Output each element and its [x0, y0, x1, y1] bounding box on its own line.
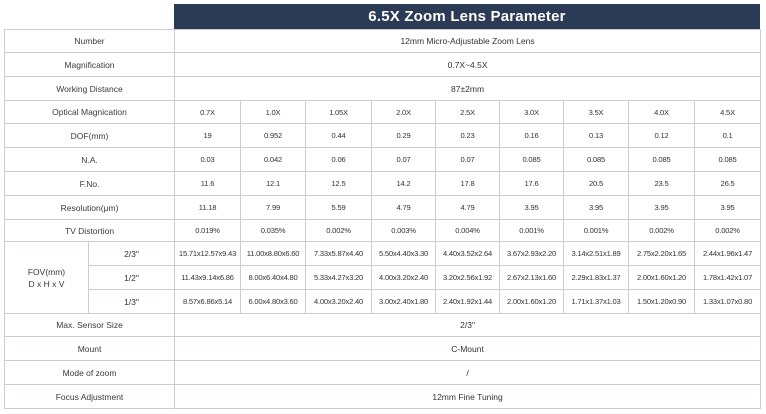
row-label: Mount	[5, 337, 175, 361]
fov-value-cell: 11.00x8.80x6.60	[241, 242, 306, 266]
fov-label-line2: D x H x V	[28, 278, 65, 289]
row-value: 12mm Micro-Adjustable Zoom Lens	[175, 30, 761, 53]
value-cell: 17.8	[436, 172, 500, 196]
row-working-distance	[5, 77, 761, 101]
fov-value-cell: 11.43x9.14x6.86	[175, 266, 241, 290]
value-cell: 0.004%	[436, 220, 500, 242]
value-cell: 2.0X	[372, 101, 436, 124]
value-cell: 0.23	[436, 124, 500, 148]
sensor-size-label: 1/3"	[89, 290, 175, 314]
row-na	[5, 148, 761, 172]
fov-value-cell: 4.00x3.20x2.40	[372, 266, 436, 290]
fov-value-cell: 2.29x1.83x1.37	[564, 266, 629, 290]
row-label: F.No.	[5, 172, 175, 196]
row-mode-of-zoom	[5, 361, 761, 385]
value-cell: 0.12	[629, 124, 695, 148]
fov-value-cell: 1.71x1.37x1.03	[564, 290, 629, 314]
row-number	[5, 30, 761, 53]
value-cell: 3.95	[629, 196, 695, 220]
value-cell: 0.07	[436, 148, 500, 172]
value-cell: 0.002%	[695, 220, 761, 242]
fov-value-cell: 2.67x2.13x1.60	[500, 266, 564, 290]
row-label: TV Distortion	[5, 220, 175, 242]
value-cell: 20.5	[564, 172, 629, 196]
row-mount	[5, 337, 761, 361]
fov-value-cell: 2.40x1.92x1.44	[436, 290, 500, 314]
row-label: Mode of zoom	[5, 361, 175, 385]
value-cell: 0.085	[695, 148, 761, 172]
value-cell: 0.7X	[175, 101, 241, 124]
value-cell: 0.07	[372, 148, 436, 172]
fov-value-cell: 3.20x2.56x1.92	[436, 266, 500, 290]
row-fov-0	[5, 242, 761, 266]
value-cell: 0.002%	[306, 220, 372, 242]
row-value: 2/3"	[175, 314, 761, 337]
value-cell: 26.5	[695, 172, 761, 196]
value-cell: 0.06	[306, 148, 372, 172]
row-label: Magnification	[5, 53, 175, 77]
value-cell: 0.085	[500, 148, 564, 172]
value-cell: 4.0X	[629, 101, 695, 124]
row-label: DOF(mm)	[5, 124, 175, 148]
value-cell: 3.95	[564, 196, 629, 220]
value-cell: 11.18	[175, 196, 241, 220]
value-cell: 0.035%	[241, 220, 306, 242]
fov-value-cell: 4.40x3.52x2.64	[436, 242, 500, 266]
value-cell: 0.085	[564, 148, 629, 172]
fov-value-cell: 2.00x1.60x1.20	[500, 290, 564, 314]
fov-value-cell: 8.57x6.86x5.14	[175, 290, 241, 314]
fov-value-cell: 8.00x6.40x4.80	[241, 266, 306, 290]
value-cell: 17.6	[500, 172, 564, 196]
value-cell: 4.5X	[695, 101, 761, 124]
row-value: /	[175, 361, 761, 385]
row-focus-adjustment	[5, 385, 761, 409]
fov-label-line1: FOV(mm)	[27, 266, 66, 277]
value-cell: 0.16	[500, 124, 564, 148]
row-label: Number	[5, 30, 175, 53]
row-dof	[5, 124, 761, 148]
row-max-sensor-size	[5, 314, 761, 337]
fov-label	[5, 242, 89, 314]
row-magnification	[5, 53, 761, 77]
row-value: 12mm Fine Tuning	[175, 385, 761, 409]
table-title: 6.5X Zoom Lens Parameter	[174, 4, 760, 29]
value-cell: 0.952	[241, 124, 306, 148]
fov-value-cell: 5.50x4.40x3.30	[372, 242, 436, 266]
row-value: 0.7X~4.5X	[175, 53, 761, 77]
value-cell: 0.44	[306, 124, 372, 148]
value-cell: 0.001%	[564, 220, 629, 242]
value-cell: 11.6	[175, 172, 241, 196]
fov-value-cell: 5.33x4.27x3.20	[306, 266, 372, 290]
value-cell: 14.2	[372, 172, 436, 196]
value-cell: 0.042	[241, 148, 306, 172]
fov-value-cell: 2.00x1.60x1.20	[629, 266, 695, 290]
value-cell: 3.0X	[500, 101, 564, 124]
value-cell: 3.5X	[564, 101, 629, 124]
fov-value-cell: 7.33x5.87x4.40	[306, 242, 372, 266]
value-cell: 5.59	[306, 196, 372, 220]
row-label: Focus Adjustment	[5, 385, 175, 409]
value-cell: 1.0X	[241, 101, 306, 124]
value-cell: 4.79	[436, 196, 500, 220]
value-cell: 19	[175, 124, 241, 148]
value-cell: 0.085	[629, 148, 695, 172]
row-label: Optical Magnication	[5, 101, 175, 124]
fov-value-cell: 2.44x1.96x1.47	[695, 242, 761, 266]
row-fov-2	[5, 290, 761, 314]
fov-value-cell: 1.78x1.42x1.07	[695, 266, 761, 290]
row-value: 87±2mm	[175, 77, 761, 101]
value-cell: 1.05X	[306, 101, 372, 124]
fov-value-cell: 4.00x3.20x2.40	[306, 290, 372, 314]
value-cell: 2.5X	[436, 101, 500, 124]
row-optical-magnification	[5, 101, 761, 124]
value-cell: 0.019%	[175, 220, 241, 242]
fov-value-cell: 3.14x2.51x1.89	[564, 242, 629, 266]
row-label: Max. Sensor Size	[5, 314, 175, 337]
row-resolution	[5, 196, 761, 220]
row-tv-distortion	[5, 220, 761, 242]
value-cell: 0.003%	[372, 220, 436, 242]
fov-value-cell: 15.71x12.57x9.43	[175, 242, 241, 266]
row-fno	[5, 172, 761, 196]
sensor-size-label: 2/3"	[89, 242, 175, 266]
value-cell: 0.002%	[629, 220, 695, 242]
fov-value-cell: 6.00x4.80x3.60	[241, 290, 306, 314]
row-label: Working Distance	[5, 77, 175, 101]
value-cell: 23.5	[629, 172, 695, 196]
value-cell: 0.29	[372, 124, 436, 148]
sensor-size-label: 1/2"	[89, 266, 175, 290]
value-cell: 7.99	[241, 196, 306, 220]
fov-value-cell: 1.50x1.20x0.90	[629, 290, 695, 314]
row-label: Resolution(μm)	[5, 196, 175, 220]
fov-value-cell: 3.00x2.40x1.80	[372, 290, 436, 314]
value-cell: 4.79	[372, 196, 436, 220]
parameter-table	[4, 29, 761, 409]
row-label: N.A.	[5, 148, 175, 172]
value-cell: 0.03	[175, 148, 241, 172]
value-cell: 0.001%	[500, 220, 564, 242]
fov-value-cell: 3.67x2.93x2.20	[500, 242, 564, 266]
value-cell: 12.5	[306, 172, 372, 196]
value-cell: 3.95	[500, 196, 564, 220]
value-cell: 0.13	[564, 124, 629, 148]
value-cell: 0.1	[695, 124, 761, 148]
fov-value-cell: 1.33x1.07x0.80	[695, 290, 761, 314]
row-value: C-Mount	[175, 337, 761, 361]
value-cell: 12.1	[241, 172, 306, 196]
fov-value-cell: 2.75x2.20x1.65	[629, 242, 695, 266]
row-fov-1	[5, 266, 761, 290]
value-cell: 3.95	[695, 196, 761, 220]
